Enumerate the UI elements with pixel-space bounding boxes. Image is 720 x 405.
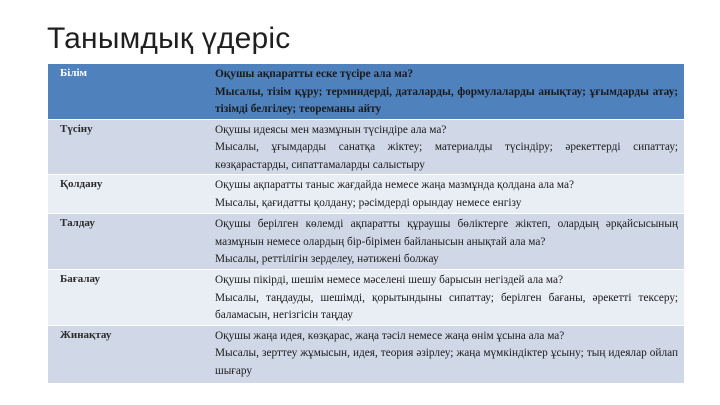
level-example: Мысалы, ұғымдарды санатқа жіктеу; материалды түсіндіру; әрекеттерді сипаттау; көзқарастарды, сипаттамаларды салыстыру <box>215 141 678 171</box>
table-row <box>48 175 684 214</box>
table-row <box>48 64 684 120</box>
level-label: Жинақтау <box>48 325 193 383</box>
level-example: Мысалы, тізім құру; терминдерді, даталарды, формулаларды анықтау; ұғымдарды атау; тізімді белгілеу; теореманы айту <box>215 85 678 115</box>
level-label: Қолдану <box>48 175 193 214</box>
level-question: Оқушы пікірді, шешім немесе мәселені шешу барысын негіздей ала ма? <box>215 274 564 286</box>
level-example: Мысалы, зерттеу жұмысын, идея, теория әзірлеу; жаңа мүмкіндіктер ұсыну; тың идеялар ойлап шығару <box>215 347 678 377</box>
level-question: Оқушы идеясы мен мазмұнын түсіндіре ала ма? <box>215 123 447 136</box>
level-label: Бағалау <box>48 270 193 326</box>
table-row <box>48 325 684 383</box>
cognitive-process-table <box>48 63 684 383</box>
level-example: Мысалы, қағидатты қолдану; рәсімдерді орындау немесе енгізу <box>215 196 522 209</box>
level-description <box>193 270 684 326</box>
table-row <box>48 214 684 270</box>
level-description <box>193 64 684 120</box>
table-row <box>48 270 684 326</box>
level-example: Мысалы, таңдауды, шешімді, қорытындыны сипаттау; берілген бағаны, әрекетті тексеру; баламасын, негізгісін таңдау <box>215 291 678 321</box>
level-question: Оқушы ақпаратты таныс жағдайда немесе жаңа мазмұнда қолдана ала ма? <box>215 179 575 191</box>
level-description <box>193 214 684 270</box>
level-question: Оқушы ақпаратты еске түсіре ала ма? <box>215 68 413 80</box>
level-description <box>193 119 684 175</box>
level-label: Түсіну <box>48 119 193 175</box>
level-question: Оқушы жаңа идея, көзқарас, жаңа тәсіл немесе жаңа өнім ұсына ала ма? <box>215 329 565 342</box>
level-description <box>193 325 684 383</box>
level-description <box>193 175 684 214</box>
level-label: Білім <box>48 64 193 120</box>
table-row <box>48 119 684 175</box>
level-question: Оқушы берілген көлемді ақпаратты құраушы бөліктерге жіктеп, олардың әрқайсысының мазмұнын немесе олардың бір-бірімен байланысын анықтай ала ма? <box>215 218 678 248</box>
level-label: Талдау <box>48 214 193 270</box>
slide-title: Танымдық үдеріс <box>47 22 291 55</box>
level-example: Мысалы, реттілігін зерделеу, нәтижені болжау <box>215 253 439 265</box>
